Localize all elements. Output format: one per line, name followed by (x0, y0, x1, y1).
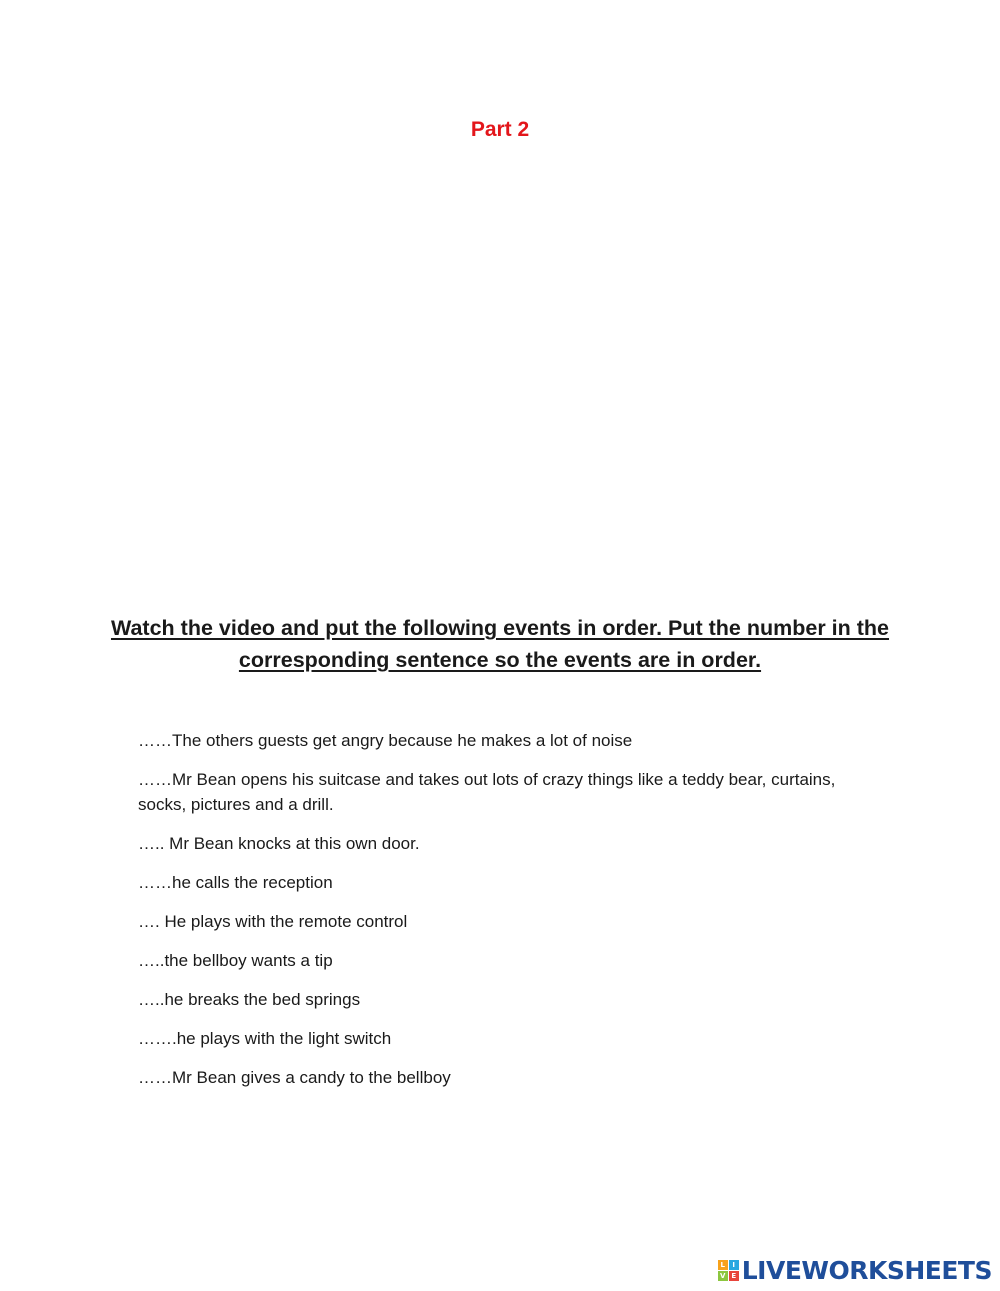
event-item-3: ….. Mr Bean knocks at this own door. (138, 834, 420, 853)
liveworksheets-logo (718, 1255, 992, 1285)
event-item-5: …. He plays with the remote control (138, 912, 408, 931)
event-item-2: ……Mr Bean opens his suitcase and takes out lots of crazy things like a teddy bear, curtains, socks, pictures and a drill. (138, 770, 836, 814)
instructions-heading: Watch the video and put the following events in order. Put the number in the corresponding sentence so the events are in order. (110, 616, 890, 672)
logo-text: LIVEWORKSHEETS (741, 1255, 992, 1285)
event-item-7: …..he breaks the bed springs (138, 990, 361, 1009)
events-list (138, 728, 878, 1104)
liveworksheets-logo-icon: L I V E (718, 1260, 739, 1281)
part-title: Part 2 (470, 118, 530, 141)
event-item-1: ……The others guests get angry because he makes a lot of noise (138, 731, 633, 750)
event-item-4: ……he calls the reception (138, 873, 333, 892)
event-item-8: …….he plays with the light switch (138, 1029, 392, 1048)
event-item-6: …..the bellboy wants a tip (138, 951, 333, 970)
event-item-9: ……Mr Bean gives a candy to the bellboy (138, 1068, 451, 1087)
